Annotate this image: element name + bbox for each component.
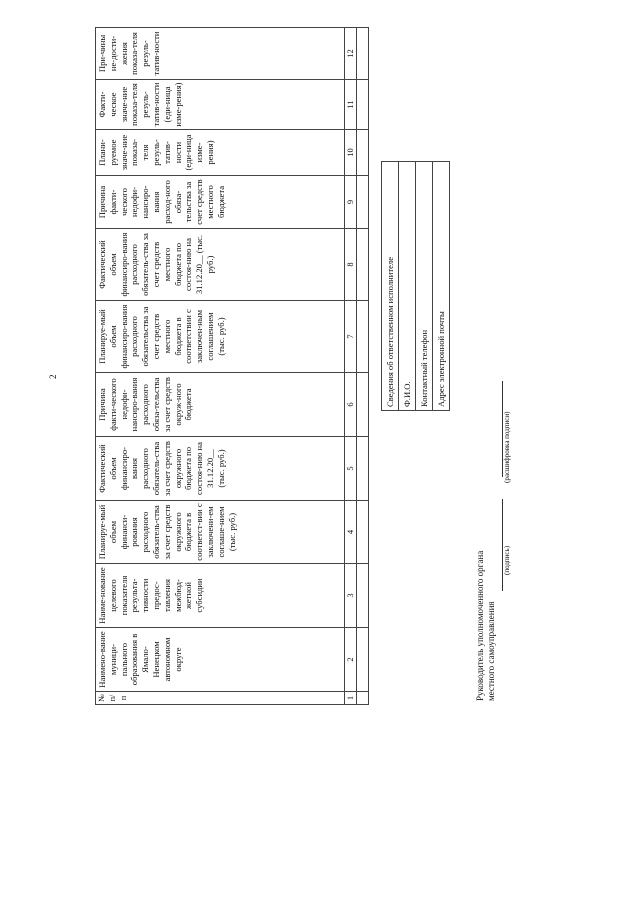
header-cell: № п/п [96, 692, 345, 705]
header-cell: При-чины не-дости-жения показа-теля резуль-татив-ности [96, 28, 345, 80]
contact-info-row: Ф.И.О. [399, 162, 416, 411]
column-number: 12 [345, 28, 357, 80]
column-number: 5 [345, 437, 357, 501]
column-number: 8 [345, 229, 357, 301]
column-number: 4 [345, 501, 357, 564]
header-cell: Фактический объем финансиро-вания расходного обязатель-ства за счет средств окружного бюджета по состоя-нию на 31.12.20__ (тыс. руб.) [96, 437, 345, 501]
contact-info-row: Адрес электронной почты [433, 162, 450, 411]
signature-caption: (подпись) [503, 545, 511, 575]
report-table [95, 27, 369, 705]
header-cell: Плани-руемое значе-ние показа-теля резуль-татив-ности (еди-ница изме-рения) [96, 130, 345, 176]
contact-info-title: Сведения об ответственном исполнителе [382, 162, 399, 411]
column-number: 10 [345, 130, 357, 176]
contact-info-table [381, 161, 450, 411]
header-cell: Фактический объем финансиро-вания расходного обязатель-ства за счет средств местного бюджета по состоя-нию на 31.12.20__ (тыс. руб.) [96, 229, 345, 301]
column-number: 1 [345, 692, 357, 705]
header-cell: Наиме-нование целевого показателя результа-тивности предос-тавления межбюд-жетной субсидии [96, 564, 345, 628]
column-number: 3 [345, 564, 357, 628]
header-cell: Планируе-мый объем финанси-рования расходного обязатель-ства за счет средств окружного бюджета в соответст-вии с заключени-ем соглаше-нием (тыс. руб.) [96, 501, 345, 564]
signer-title-line: Руководитель уполномоченного органа [475, 550, 485, 701]
header-cell: Планируе-мый объем финансиро-вания расходного обязательства за счет средств местного бюджета в соответствии с заключен-ным соглашением (тыс. руб.) [96, 301, 345, 373]
header-cell: Наимено-вание муници-пального образования в Ямало-Ненецком автономном округе [96, 628, 345, 692]
contact-info-row: Контактный телефон [416, 162, 433, 411]
column-number: 9 [345, 176, 357, 229]
signature-decode-caption: (расшифровка подписи) [503, 411, 511, 483]
column-number: 6 [345, 373, 357, 437]
column-number: 2 [345, 628, 357, 692]
column-number: 11 [345, 80, 357, 130]
empty-data-row [357, 28, 369, 705]
page-number: 2 [48, 374, 58, 379]
header-cell: Причина факти-ческого недофи-нансиро-вания расход-ного обяза-тельства за счет средств местного бюджета [96, 176, 345, 229]
signer-title-line: местного самоуправления [486, 601, 496, 701]
column-number: 7 [345, 301, 357, 373]
header-cell: Факти-ческое значе-ние показа-теля резуль-татив-ности (еди-ница изме-рения) [96, 80, 345, 130]
column-number-row [345, 28, 357, 705]
header-cell: Причина факти-ческого недофи-нансиро-вания расходного обяза-тельства за счет средств окруж-ного бюджета [96, 373, 345, 437]
signer-title [475, 551, 497, 701]
table-header-row [96, 28, 345, 705]
